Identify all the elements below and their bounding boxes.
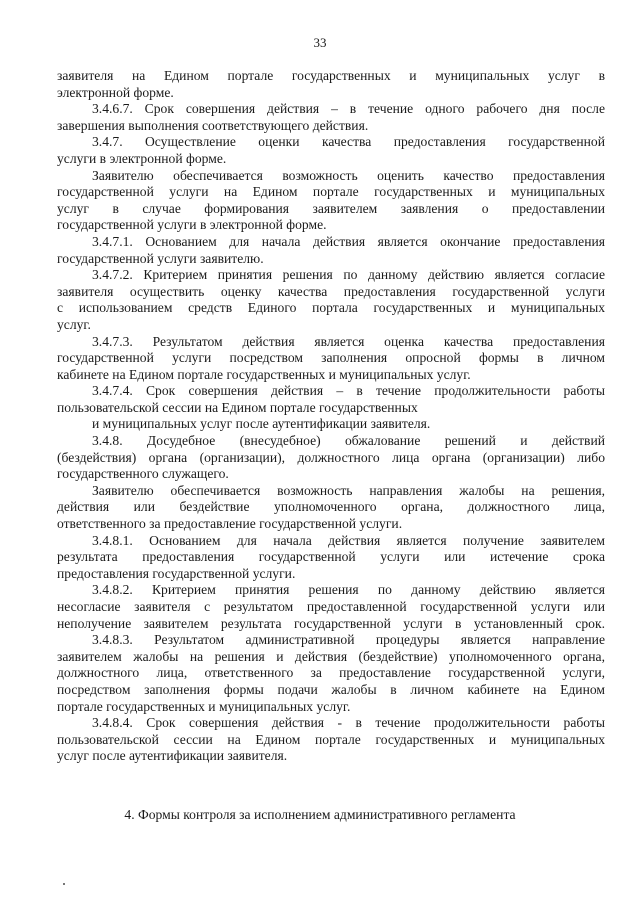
text-line: 3.4.8.4. Срок совершения действия - в течение продолжительности работы bbox=[92, 715, 605, 731]
text-line: ответственного за предоставление государственной услуги. bbox=[57, 516, 403, 532]
text-line: государственного служащего. bbox=[57, 466, 229, 482]
text-line: государственной услуги заявителю. bbox=[57, 250, 264, 266]
text-line: пользовательской сессии на Едином портале государственных bbox=[57, 399, 418, 415]
text-line: 3.4.8. Досудебное (внесудебное) обжалование решений и действий bbox=[92, 433, 605, 449]
text-line: завершения выполнения соответствующего действия. bbox=[57, 117, 369, 133]
text-line: несогласие заявителя с результатом предоставленной государственной услуги или bbox=[57, 599, 605, 614]
text-line: Заявителю обеспечивается возможность направления жалобы на решения, bbox=[92, 482, 605, 498]
text-line: заявителем жалобы на решения и действия (бездействие) уполномоченного органа, bbox=[57, 648, 605, 664]
section-heading: 4. Формы контроля за исполнением административного регламента bbox=[124, 807, 516, 822]
text-line: 3.4.7. Осуществление оценки качества предоставления государственной bbox=[92, 134, 605, 150]
text-line: посредством заполнения формы подачи жалобы в личном кабинете на Едином bbox=[57, 681, 605, 697]
text-line: с использованием средств Единого портала государственных и муниципальных bbox=[57, 300, 605, 316]
text-line: 3.4.7.3. Результатом действия является оценка качества предоставления bbox=[92, 333, 605, 349]
text-line: предоставления государственной услуги. bbox=[57, 565, 296, 581]
text-line: государственной услуги в электронной форме. bbox=[57, 217, 327, 233]
text-line: услуг в случае формирования заявителем заявления о предоставлении bbox=[57, 200, 605, 216]
text-line: (бездействия) органа (организации), должностного лица органа (организации) либо bbox=[57, 449, 605, 465]
text-line: пользовательской сессии на Едином портале государственных и муниципальных bbox=[57, 731, 605, 747]
text-line: результата предоставления государственной услуги или истечение срока bbox=[57, 549, 605, 565]
text-line: кабинете на Едином портале государственных и муниципальных услуг. bbox=[57, 366, 471, 382]
text-line: 3.4.8.3. Результатом административной процедуры является направление bbox=[92, 632, 605, 648]
text-line: и муниципальных услуг после аутентификации заявителя. bbox=[92, 416, 431, 432]
text-line: услуги в электронной форме. bbox=[57, 150, 227, 166]
text-line: заявителя на Едином портале государственных и муниципальных услуг в bbox=[57, 68, 605, 83]
text-line: неполучение заявителем результата государственной услуги в установленный срок. bbox=[57, 615, 605, 631]
text-line: 3.4.7.2. Критерием принятия решения по данному действию является согласие bbox=[92, 267, 605, 283]
text-line: 3.4.8.2. Критерием принятия решения по данному действию является bbox=[92, 582, 605, 598]
scan-speck bbox=[63, 883, 65, 885]
text-line: электронной форме. bbox=[57, 84, 174, 100]
text-line: услуг. bbox=[57, 316, 91, 332]
text-line: портале государственных и муниципальных услуг. bbox=[57, 698, 351, 714]
text-line: Заявителю обеспечивается возможность оценить качество предоставления bbox=[92, 167, 605, 183]
text-line: 3.4.7.1. Основанием для начала действия является окончание предоставления bbox=[92, 233, 605, 249]
text-line: государственной услуги на Едином портале государственных и муниципальных bbox=[57, 184, 605, 200]
text-line: должностного лица, ответственного за предоставление государственной услуги, bbox=[57, 665, 605, 681]
text-line: заявителя осуществить оценку качества предоставления государственной услуги bbox=[57, 283, 605, 299]
text-line: 3.4.7.4. Срок совершения действия – в течение продолжительности работы bbox=[92, 383, 605, 399]
text-line: 3.4.6.7. Срок совершения действия – в течение одного рабочего дня после bbox=[92, 101, 605, 117]
text-line: государственной услуги посредством заполнения опросной формы в личном bbox=[57, 350, 605, 366]
text-line: услуг после аутентификации заявителя. bbox=[57, 748, 288, 764]
text-line: 3.4.8.1. Основанием для начала действия является получение заявителем bbox=[92, 532, 605, 548]
text-line: действия или бездействие уполномоченного органа, должностного лица, bbox=[57, 499, 605, 515]
document-body bbox=[57, 68, 605, 765]
page-number: 33 bbox=[313, 35, 327, 50]
